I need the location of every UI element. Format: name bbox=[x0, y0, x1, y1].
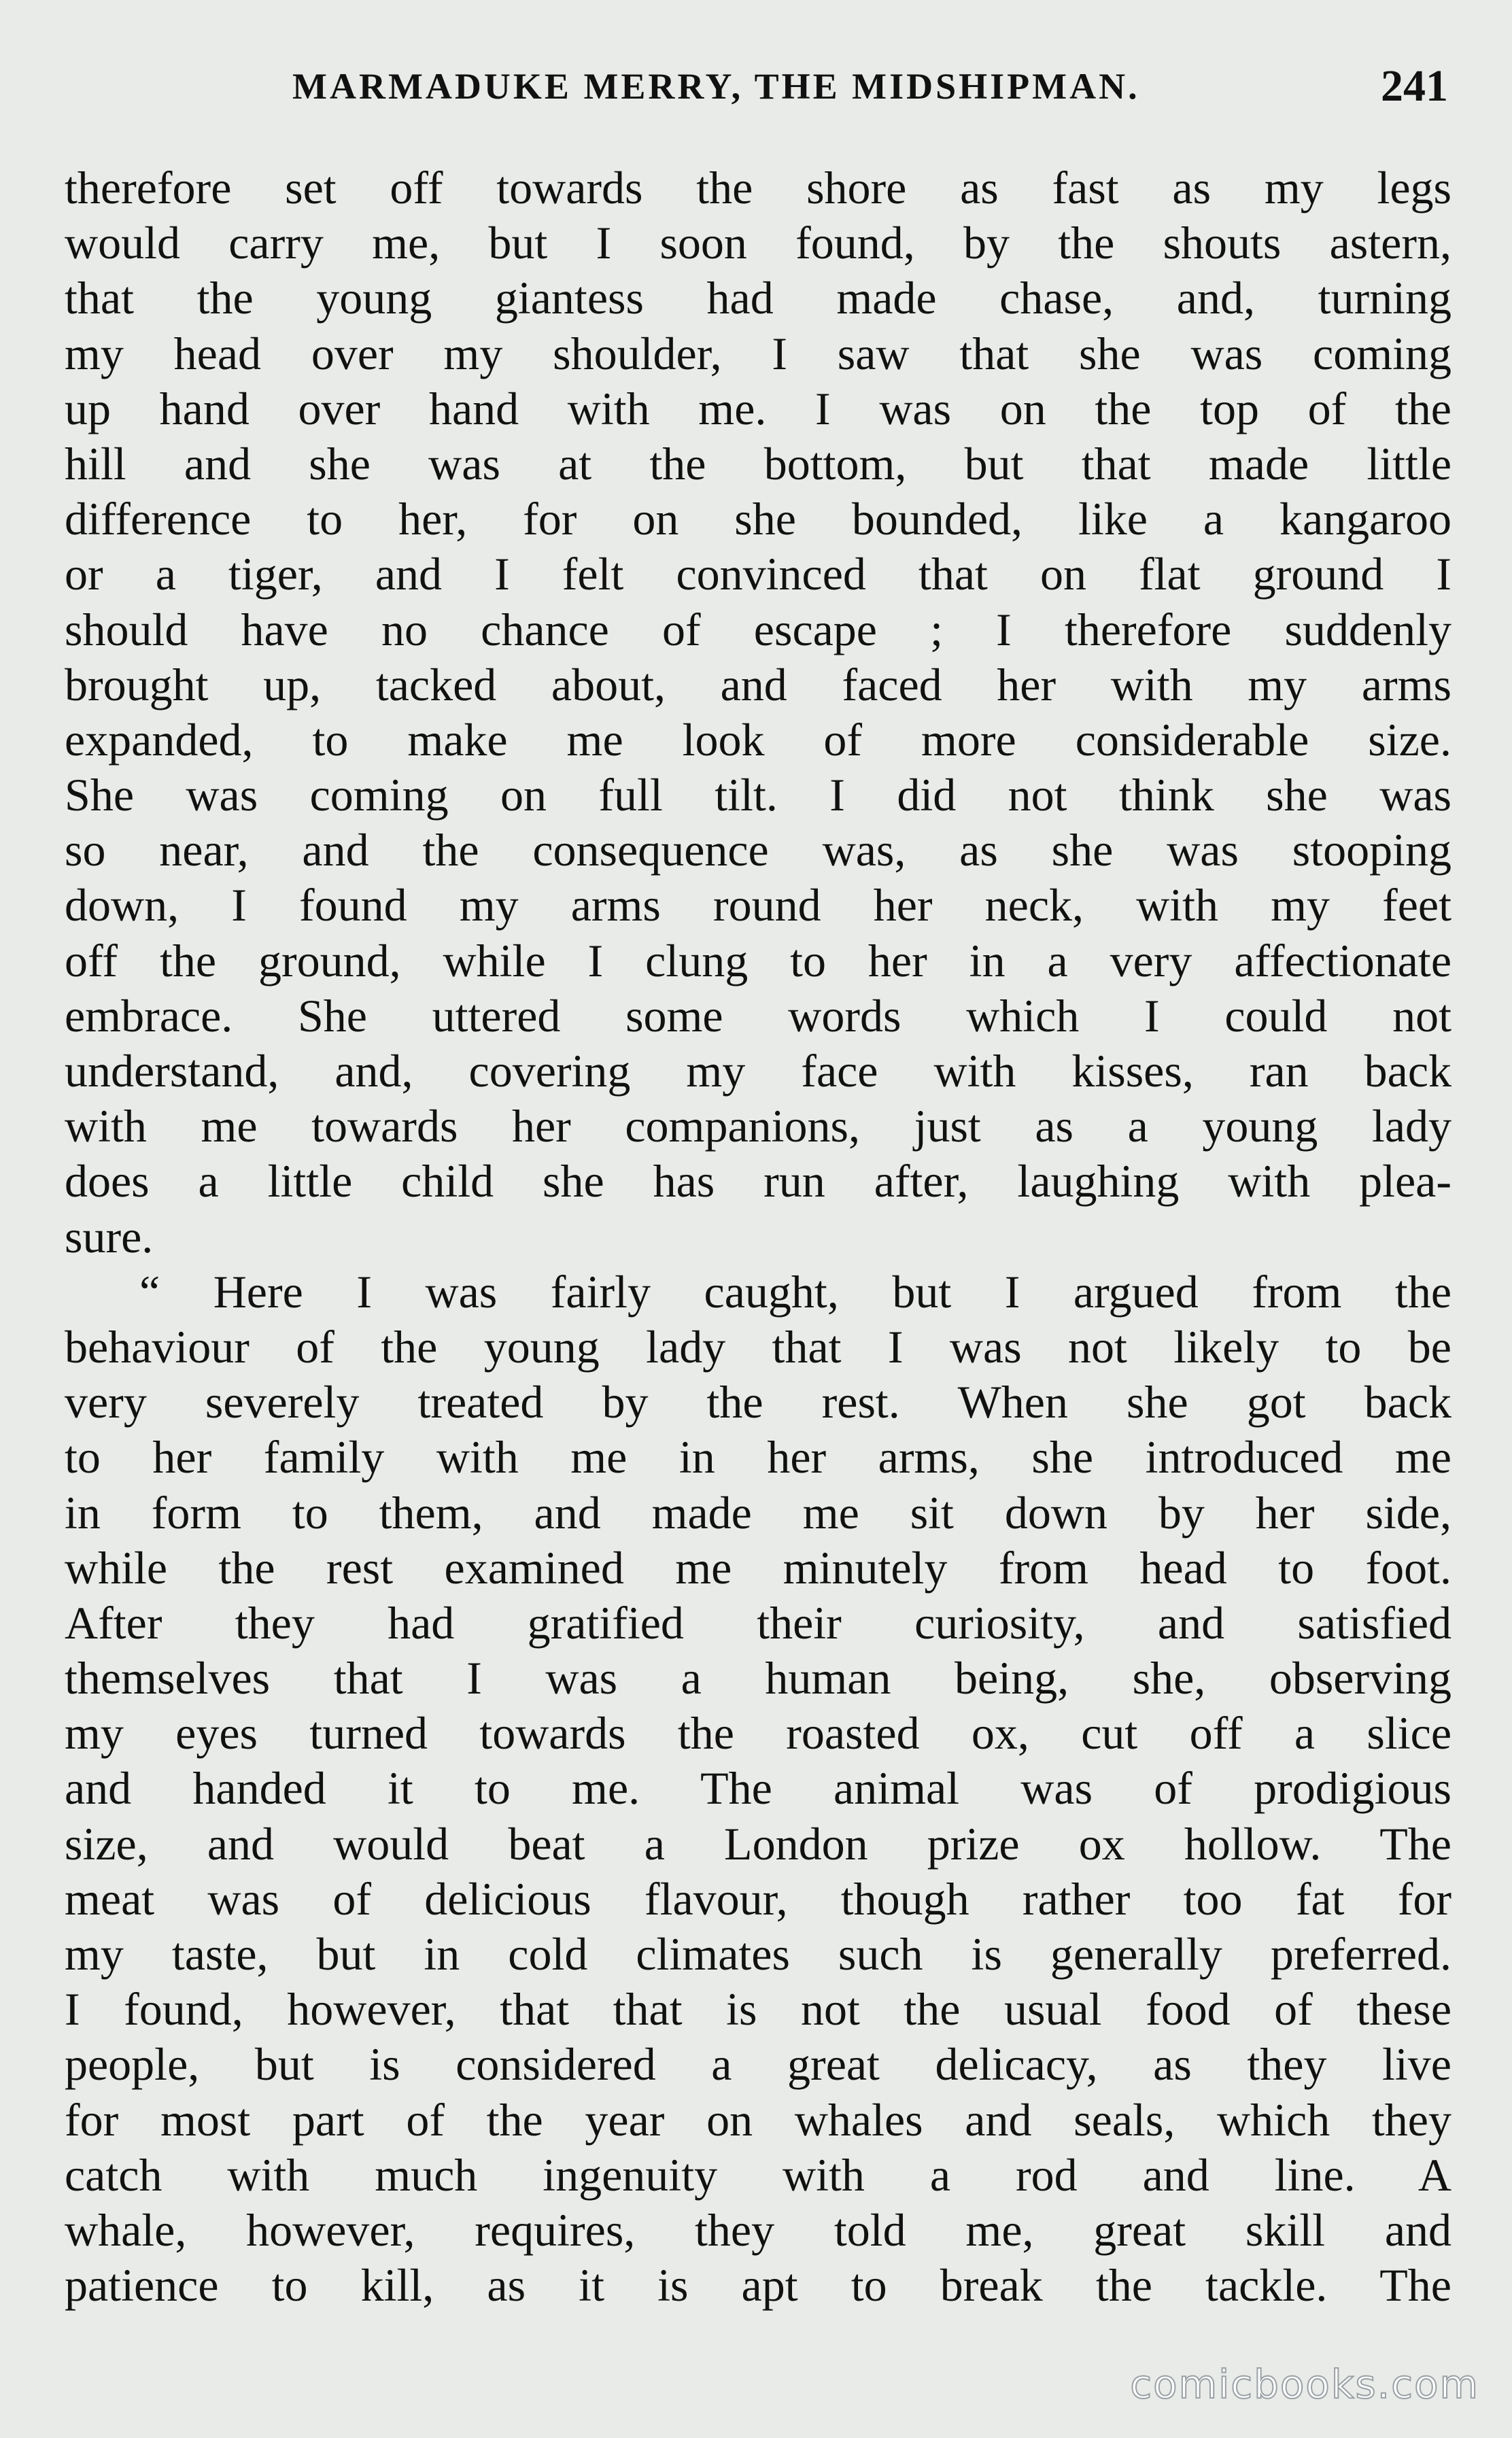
text-line: meat was of delicious flavour, though rather too fat for bbox=[65, 1872, 1451, 1925]
running-title: MARMADUKE MERRY, THE MIDSHIPMAN. bbox=[292, 66, 1140, 107]
text-line: my taste, but in cold climates such is generally preferred. bbox=[65, 1928, 1451, 1980]
text-line: people, but is considered a great delicacy, as they live bbox=[65, 2038, 1451, 2091]
text-line: so near, and the consequence was, as she was stooping bbox=[65, 824, 1451, 876]
text-line: that the young giantess had made chase, and, turning bbox=[65, 272, 1451, 324]
text-line: She was coming on full tilt. I did not think she was bbox=[65, 769, 1451, 821]
text-line: difference to her, for on she bounded, like a kangaroo bbox=[65, 493, 1451, 545]
text-line: with me towards her companions, just as a young lady bbox=[65, 1100, 1451, 1152]
text-line: patience to kill, as it is apt to break the tackle. The bbox=[65, 2259, 1451, 2312]
text-line: up hand over hand with me. I was on the top of the bbox=[65, 382, 1451, 434]
text-line: very severely treated by the rest. When she got back bbox=[65, 1376, 1451, 1428]
text-line: my eyes turned towards the roasted ox, cut off a slice bbox=[65, 1707, 1451, 1759]
page-number: 241 bbox=[1381, 61, 1448, 111]
text-line: off the ground, while I clung to her in a very affectionate bbox=[65, 934, 1451, 986]
text-line: should have no chance of escape ; I therefore suddenly bbox=[65, 603, 1451, 655]
text-line: themselves that I was a human being, she, observing bbox=[65, 1652, 1451, 1704]
text-line: behaviour of the young lady that I was not likely to be bbox=[65, 1320, 1451, 1373]
text-line: size, and would beat a London prize ox hollow. The bbox=[65, 1817, 1451, 1870]
text-line: whale, however, requires, they told me, great skill and bbox=[65, 2203, 1451, 2256]
text-line: in form to them, and made me sit down by her side, bbox=[65, 1486, 1451, 1539]
watermark: comicbooks.com bbox=[1130, 2361, 1479, 2407]
text-line: would carry me, but I soon found, by the shouts astern, bbox=[65, 217, 1451, 269]
text-line: or a tiger, and I felt convinced that on flat ground I bbox=[65, 548, 1451, 600]
text-line: hill and she was at the bottom, but that made little bbox=[65, 437, 1451, 490]
text-line: sure. bbox=[65, 1210, 154, 1263]
text-line: for most part of the year on whales and seals, which they bbox=[65, 2093, 1451, 2146]
body-text bbox=[65, 160, 1451, 2313]
text-line: my head over my shoulder, I saw that she was coming bbox=[65, 327, 1451, 379]
text-line: “ Here I was fairly caught, but I argued from the bbox=[139, 1265, 1451, 1318]
text-line: while the rest examined me minutely from head to foot. bbox=[65, 1541, 1451, 1594]
text-line: catch with much ingenuity with a rod and line. A bbox=[65, 2148, 1451, 2201]
text-line: understand, and, covering my face with kisses, ran back bbox=[65, 1045, 1451, 1097]
text-line: expanded, to make me look of more considerable size. bbox=[65, 713, 1451, 766]
text-line: brought up, tacked about, and faced her with my arms bbox=[65, 658, 1451, 710]
text-line: to her family with me in her arms, she introduced me bbox=[65, 1431, 1451, 1483]
text-line: I found, however, that that is not the usual food of these bbox=[65, 1983, 1451, 2036]
text-line: therefore set off towards the shore as fast as my legs bbox=[65, 162, 1451, 213]
page-header bbox=[292, 56, 1448, 117]
text-line: After they had gratified their curiosity, and satisfied bbox=[65, 1596, 1451, 1649]
text-line: embrace. She uttered some words which I could not bbox=[65, 989, 1451, 1042]
text-line: does a little child she has run after, laughing with plea- bbox=[65, 1155, 1451, 1207]
text-line: and handed it to me. The animal was of prodigious bbox=[65, 1762, 1451, 1815]
text-line: down, I found my arms round her neck, with my feet bbox=[65, 879, 1451, 931]
